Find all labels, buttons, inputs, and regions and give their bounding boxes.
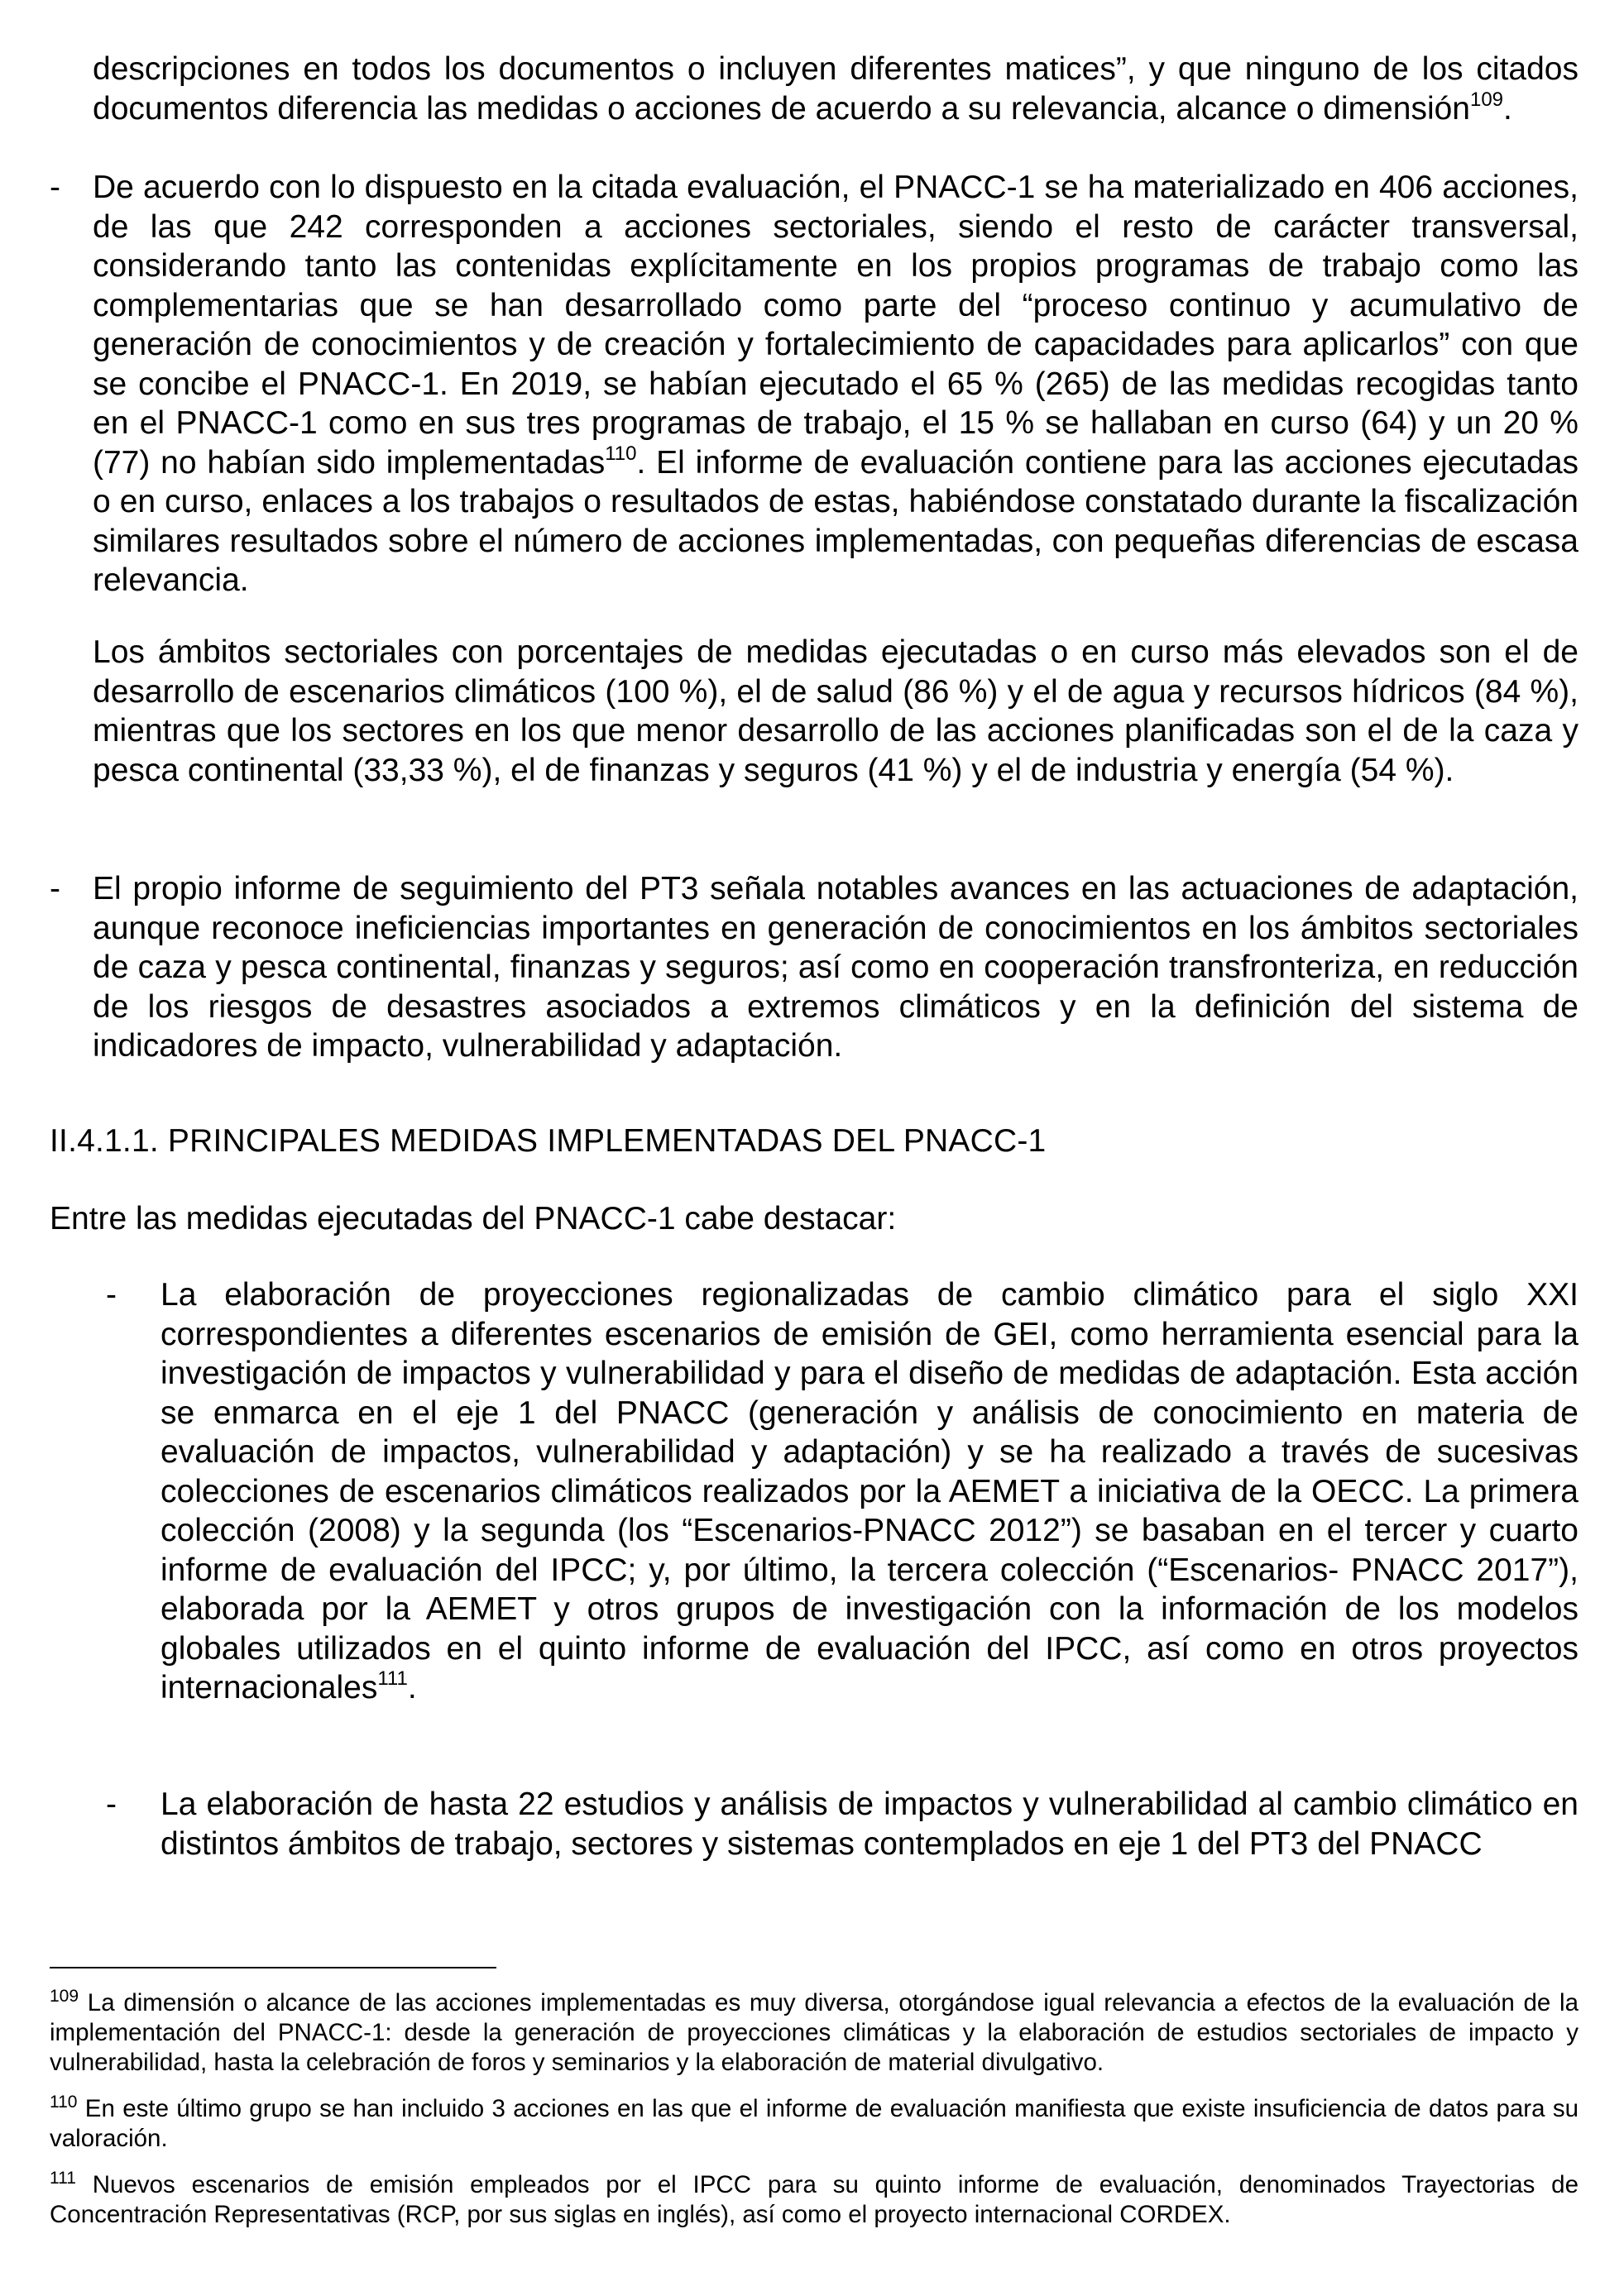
section-heading: II.4.1.1. PRINCIPALES MEDIDAS IMPLEMENTADAS DEL PNACC-1 — [50, 1123, 1047, 1159]
footnote-divider — [50, 1967, 496, 1968]
footnote-110: $^{110}$ En este último grupo se han incluido 3 acciones en las que el informe de evaluación manifiesta que existe insuficiencia de datos para su valoración. — [50, 2093, 1578, 2152]
footnote-ref-111[interactable]: 111 — [377, 1667, 408, 1690]
footnote-109: $^{109}$ La dimensión o alcance de las acciones implementadas es muy diversa, otorgándose igual relevancia a efectos de la evaluación de la implementación del PNACC-1: desde la generación de proyecciones climáticas y la elaboración de estudios sectoriales de impacto y vulnerabilidad, hasta la celebración de foros y seminarios y la elaboración de material divulgativo. — [50, 1987, 1578, 2076]
section-intro: Entre las medidas ejecutadas del PNACC-1 cabe destacar: — [50, 1201, 897, 1236]
bullet-paragraph-pt3: El propio informe de seguimiento del PT3 señala notables avances en las actuaciones de adaptación, aunque reconoce ineficiencias importantes en generación de conocimientos en los ámbitos sectoriales de caza y pesca continental, finanzas y seguros; así como en cooperación transfronteriza, en reducción de los riesgos de desastres asociados a extremos climáticos y en la definición del sistema de indicadores de impacto, vulnerabilidad y adaptación. — [93, 871, 1578, 1064]
bullet-dash: - — [50, 170, 60, 205]
bullet-dash: - — [50, 871, 60, 906]
measure-item-studies: La elaboración de hasta 22 estudios y análisis de impactos y vulnerabilidad al cambio climático en distintos ámbitos de trabajo, sectores y sistemas contemplados en eje 1 del PT3 del PNACC — [160, 1787, 1578, 1862]
footnote-number: 111 — [50, 2169, 76, 2188]
footnote-ref-109[interactable]: 109 — [1469, 88, 1504, 111]
footnote-ref-110[interactable]: 110 — [605, 442, 637, 465]
measure-item-projections: La elaboración de proyecciones regionalizadas de cambio climático para el siglo XXI correspondientes a diferentes escenarios de emisión de GEI, como herramienta esencial para la investigación de impactos y vulnerabilidad y para el diseño de medidas de adaptación. Esta acción se enmarca en el eje 1 del PNACC (generación y análisis de conocimiento en materia de evaluación de impactos, vulnerabilidad y adaptación) y se ha realizado a través de sucesivas colecciones de escenarios climáticos realizados por la AEMET a iniciativa de la OECC. La primera colección (2008) y la segunda (los “Escenarios-PNACC 2012”) se basaban en el tercer y cuarto informe de evaluación del IPCC; y, por último, la tercera colección (“Escenarios- PNACC 2017”), elaborada por la AEMET y otros grupos de investigación con la información de los modelos globales utilizados en el quinto informe de evaluación del IPCC, así como en otros proyectos internacionales$^{111}$. — [160, 1277, 1578, 1705]
bullet-paragraph-sectors: Los ámbitos sectoriales con porcentajes de medidas ejecutadas o en curso más elevados son el de desarrollo de escenarios climáticos (100 %), el de salud (86 %) y el de agua y recursos hídricos (84 %), mientras que los sectores en los que menor desarrollo de las acciones planificadas son el de la caza y pesca continental (33,33 %), el de finanzas y seguros (41 %) y el de industria y energía (54 %). — [93, 634, 1578, 788]
footnote-111: $^{111}$ Nuevos escenarios de emisión empleados por el IPCC para su quinto informe de evaluación, denominados Trayectorias de Concentración Representativas (RCP, por sus siglas en inglés), así como el proyecto internacional CORDEX. — [50, 2169, 1578, 2228]
footnote-number: 110 — [50, 2093, 78, 2112]
footnote-number: 109 — [50, 1987, 79, 2006]
bullet-dash: - — [106, 1787, 117, 1822]
continuation-paragraph: descripciones en todos los documentos o incluyen diferentes matices”, y que ninguno de los citados documentos diferencia las medidas o acciones de acuerdo a su relevancia, alcance o dimensión$^{109}$. — [93, 51, 1578, 127]
bullet-dash: - — [106, 1277, 117, 1313]
bullet-paragraph-actions: De acuerdo con lo dispuesto en la citada evaluación, el PNACC-1 se ha materializado en 406 acciones, de las que 242 corresponden a acciones sectoriales, siendo el resto de carácter transversal, considerando tanto las contenidas explícitamente en los propios programas de trabajo como las complementarias que se han desarrollado como parte del “proceso continuo y acumulativo de generación de conocimientos y de creación y fortalecimiento de capacidades para aplicarlos” con que se concibe el PNACC-1. En 2019, se habían ejecutado el 65 % (265) de las medidas recogidas tanto en el PNACC-1 como en sus tres programas de trabajo, el 15 % se hallaban en curso (64) y un 20 % (77) no habían sido implementadas$^{110}$. El informe de evaluación contiene para las acciones ejecutadas o en curso, enlaces a los trabajos o resultados de estas, habiéndose constatado durante la fiscalización similares resultados sobre el número de acciones implementadas, con pequeñas diferencias de escasa relevancia. — [93, 170, 1579, 598]
